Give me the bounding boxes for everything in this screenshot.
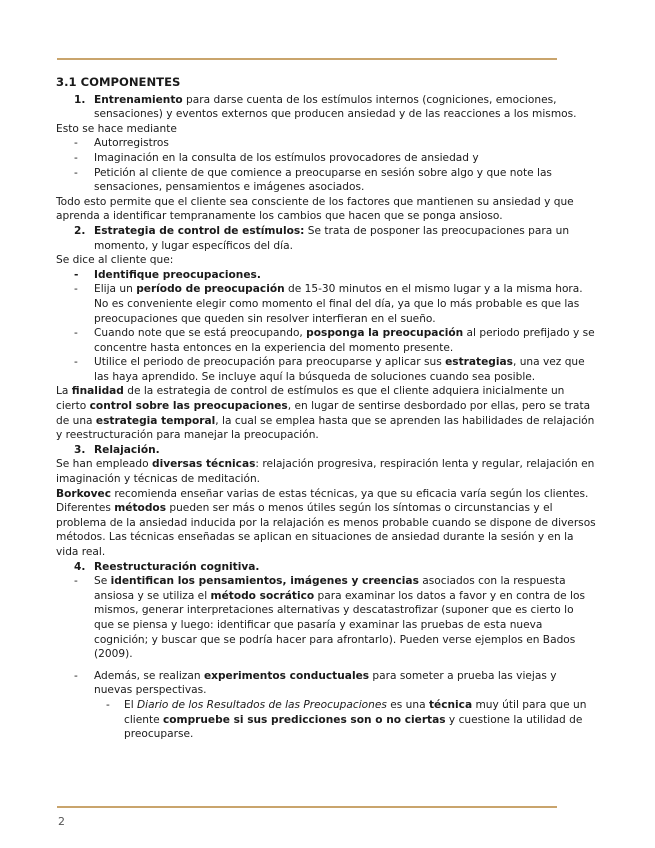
paragraph bbox=[56, 384, 596, 442]
section-title: 3.1 COMPONENTES bbox=[56, 75, 181, 89]
bold-text: técnica bbox=[428, 698, 473, 711]
bold-text: finalidad bbox=[71, 385, 124, 398]
bold-text: control sobre las preocupaciones bbox=[89, 400, 288, 413]
item-text: Se trata de posponer las preocupaciones para un momento, y lugar específicos del día. bbox=[94, 224, 570, 252]
item-heading: Entrenamiento bbox=[94, 93, 183, 106]
text-run: , la cual se emplea hasta que se aprenden las habilidades de relajación y reestructuración para manejar la preocupación. bbox=[56, 414, 595, 442]
text-run: Elija un bbox=[94, 283, 137, 296]
text-run: : relajación progresiva, respiración lenta y regular, relajación en imaginación y técnicas de meditación. bbox=[56, 458, 595, 486]
list-item bbox=[56, 282, 596, 326]
spacer bbox=[56, 662, 596, 669]
numbered-item-1 bbox=[56, 93, 596, 122]
bold-text: posponga la preocupación bbox=[306, 327, 464, 340]
item-heading: Reestructuración cognitiva. bbox=[94, 560, 260, 573]
sub-list-item bbox=[56, 698, 596, 742]
document-body bbox=[56, 75, 596, 742]
text-run: es una bbox=[386, 698, 429, 711]
item-number: 1. bbox=[74, 93, 86, 106]
bold-text: período de preocupación bbox=[136, 283, 285, 296]
text-run: recomienda enseñar varias de estas técnicas, ya que su eficacia varía según los clientes. Diferentes bbox=[56, 487, 589, 515]
text-run: El bbox=[124, 698, 138, 711]
footer-rule bbox=[57, 806, 557, 808]
item-heading: Estrategia de control de estímulos: bbox=[94, 224, 305, 237]
bold-text: compruebe si sus predicciones son o no ciertas bbox=[162, 713, 446, 726]
paragraph: Esto se hace mediante bbox=[56, 122, 177, 135]
item-text: para darse cuenta de los estímulos internos (cogniciones, emociones, sensaciones) y eventos externos que producen ansiedad y de las reacciones a los mismos. bbox=[94, 93, 577, 121]
text-run: Se han empleado bbox=[56, 458, 152, 471]
text-run: La bbox=[56, 385, 72, 398]
list-item bbox=[56, 669, 596, 698]
text-run: , en lugar de sentirse desbordado por ellas, pero se trata de una bbox=[56, 400, 591, 427]
bold-text: estrategia temporal bbox=[95, 414, 216, 427]
bold-text: experimentos conductuales bbox=[203, 669, 370, 682]
item-number: 2. bbox=[74, 224, 86, 237]
text-run: Se bbox=[94, 575, 111, 588]
header-rule bbox=[57, 58, 557, 60]
text-run: para someter a prueba las viejas y nuevas perspectivas. bbox=[94, 669, 557, 697]
paragraph bbox=[56, 457, 596, 486]
list-item bbox=[56, 355, 596, 384]
bold-text: método socrático bbox=[210, 589, 315, 602]
text-run: de la estrategia de control de estímulos es que el cliente adquiera inicialmente un cierto bbox=[56, 385, 565, 413]
numbered-item-2 bbox=[56, 224, 596, 253]
numbered-item-4 bbox=[56, 560, 596, 575]
bold-text: Borkovec bbox=[56, 487, 111, 500]
list-item bbox=[56, 268, 596, 283]
text-run: Cuando note que se está preocupando, bbox=[94, 327, 307, 340]
text-run: de 15-30 minutos en el mismo lugar y a la misma hora. No es conveniente elegir como momento el final del día, ya que lo más probable es que las preocupaciones que queden sin resolver interfieran en el sueño. bbox=[94, 283, 583, 325]
text-run: Utilice el periodo de preocupación para preocuparse y aplicar sus bbox=[94, 356, 446, 369]
paragraph: Se dice al cliente que: bbox=[56, 254, 174, 267]
list-item bbox=[56, 326, 596, 355]
text-run: para examinar los datos a favor y en contra de los mismos, generar interpretaciones alternativas y descatastrofizar (suponer que es cierto lo que se piensa y luego: identificar que pasaría y examinar las pruebas de esta nueva cognición; y buscar que se podría hacer para afrontarlo). Pueden verse ejemplos en Bados (2009). bbox=[94, 589, 586, 661]
list-item: - Autorregistros bbox=[56, 136, 596, 151]
text-run: , una vez que las haya aprendido. Se incluye aquí la búsqueda de soluciones cuando sea posible. bbox=[94, 356, 585, 383]
bold-text: identifican los pensamientos, imágenes y creencias bbox=[110, 575, 419, 588]
page-number: 2 bbox=[58, 815, 65, 828]
list-item: - Petición al cliente de que comience a preocuparse en sesión sobre algo y que note las sensaciones, pensamientos e imágenes asociados. bbox=[56, 166, 596, 195]
text-run: asociados con la respuesta ansiosa y se utiliza el bbox=[94, 575, 566, 602]
item-number: 4. bbox=[74, 560, 86, 573]
paragraph bbox=[56, 487, 596, 560]
paragraph: Todo esto permite que el cliente sea consciente de los factores que mantienen su ansiedad y que aprenda a identificar tempranamente los cambios que hacen que se ponga ansioso. bbox=[56, 195, 574, 223]
text-run: pueden ser más o menos útiles según los síntomas o circunstancias y el problema de la ansiedad inducida por la relajación es menos probable cuando se dispone de diversos métodos. Las técnicas enseñadas se aplican en situaciones de ansiedad durante la sesión y en la vida real. bbox=[56, 502, 596, 558]
numbered-item-3 bbox=[56, 443, 596, 458]
bold-text: diversas técnicas bbox=[152, 458, 256, 471]
text-run: al periodo prefijado y se concentre hasta entonces en la experiencia del momento presente. bbox=[94, 327, 595, 354]
text-run: Además, se realizan bbox=[94, 669, 204, 682]
item-heading: Relajación. bbox=[94, 443, 160, 456]
bold-text: Identifique preocupaciones. bbox=[94, 268, 261, 281]
bold-text: métodos bbox=[114, 502, 166, 515]
text-run: y cuestione la utilidad de preocuparse. bbox=[124, 713, 583, 741]
list-item: - Imaginación en la consulta de los estímulos provocadores de ansiedad y bbox=[56, 151, 596, 166]
text-run: muy útil para que un cliente bbox=[124, 698, 587, 726]
item-number: 3. bbox=[74, 443, 86, 456]
list-item bbox=[56, 574, 596, 662]
italic-text: Diario de los Resultados de las Preocupaciones bbox=[137, 698, 387, 711]
bold-text: estrategias bbox=[445, 356, 513, 369]
